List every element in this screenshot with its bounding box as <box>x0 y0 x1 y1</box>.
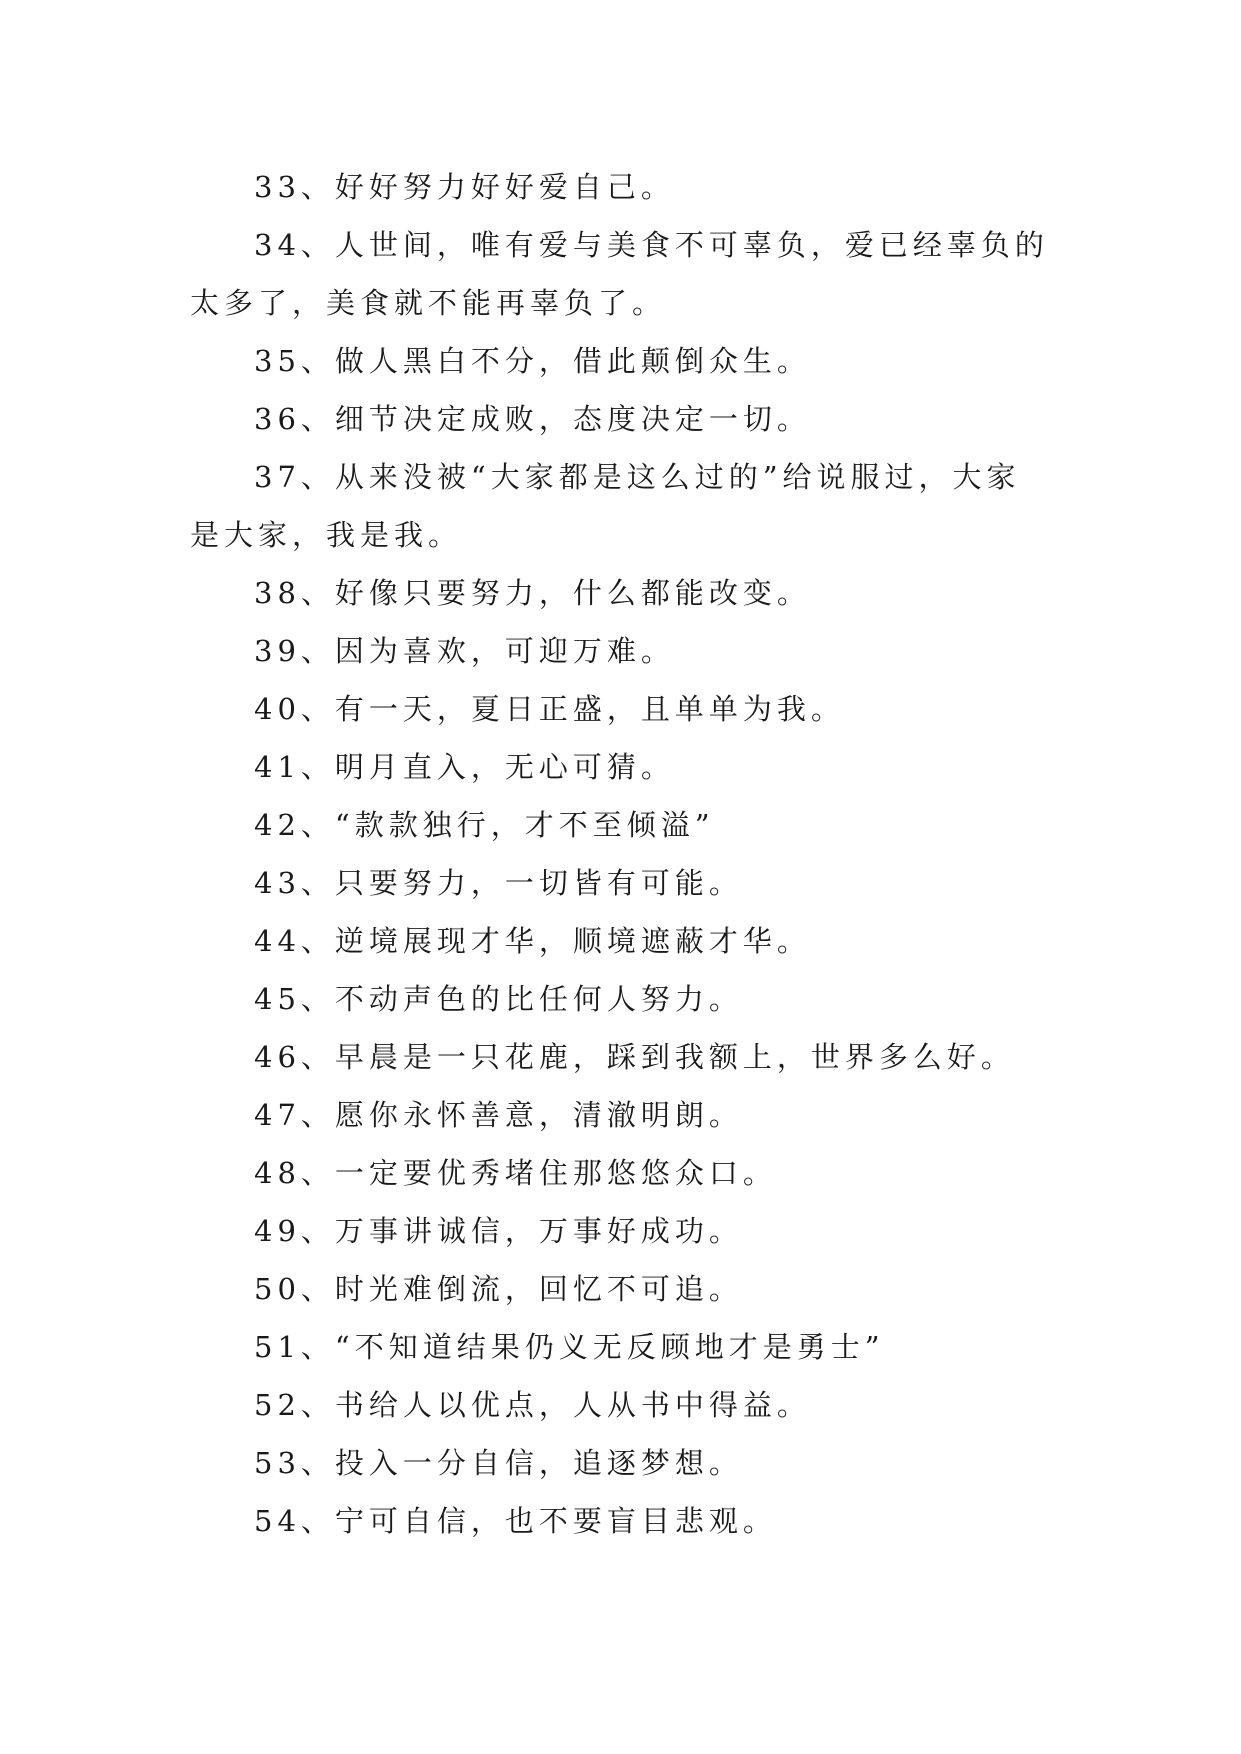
list-item-53: 53、投入一分自信，追逐梦想。 <box>254 1446 743 1480</box>
list-item-43: 43、只要努力，一切皆有可能。 <box>254 866 743 900</box>
list-item-35: 35、做人黑白不分，借此颠倒众生。 <box>254 344 811 378</box>
document-body <box>190 158 1050 1550</box>
list-item-34: 34、人世间，唯有爱与美食不可辜负，爱已经辜负的太多了，美食就不能再辜负了。 <box>190 228 1049 320</box>
list-item-37: 37、从来没被“大家都是这么过的”给说服过，大家是大家，我是我。 <box>190 460 1021 552</box>
list-item-54: 54、宁可自信，也不要盲目悲观。 <box>254 1504 777 1538</box>
list-item-42: 42、“款款独行，才不至倾溢” <box>254 808 715 842</box>
list-item-51: 51、“不知道结果仍义无反顾地才是勇士” <box>254 1330 885 1364</box>
list-item-48: 48、一定要优秀堵住那悠悠众口。 <box>254 1156 777 1190</box>
list-item-41: 41、明月直入，无心可猜。 <box>254 750 675 784</box>
list-item-47: 47、愿你永怀善意，清澈明朗。 <box>254 1098 743 1132</box>
list-item-49: 49、万事讲诚信，万事好成功。 <box>254 1214 743 1248</box>
list-item-52: 52、书给人以优点，人从书中得益。 <box>254 1388 811 1422</box>
list-item-44: 44、逆境展现才华，顺境遮蔽才华。 <box>254 924 811 958</box>
list-item-50: 50、时光难倒流，回忆不可追。 <box>254 1272 743 1306</box>
list-item-38: 38、好像只要努力，什么都能改变。 <box>254 576 811 610</box>
list-item-33: 33、好好努力好好爱自己。 <box>254 170 675 204</box>
list-item-36: 36、细节决定成败，态度决定一切。 <box>254 402 811 436</box>
list-item-46: 46、早晨是一只花鹿，踩到我额上，世界多么好。 <box>254 1040 1015 1074</box>
list-item-39: 39、因为喜欢，可迎万难。 <box>254 634 675 668</box>
list-item-45: 45、不动声色的比任何人努力。 <box>254 982 743 1016</box>
list-item-40: 40、有一天，夏日正盛，且单单为我。 <box>254 692 845 726</box>
